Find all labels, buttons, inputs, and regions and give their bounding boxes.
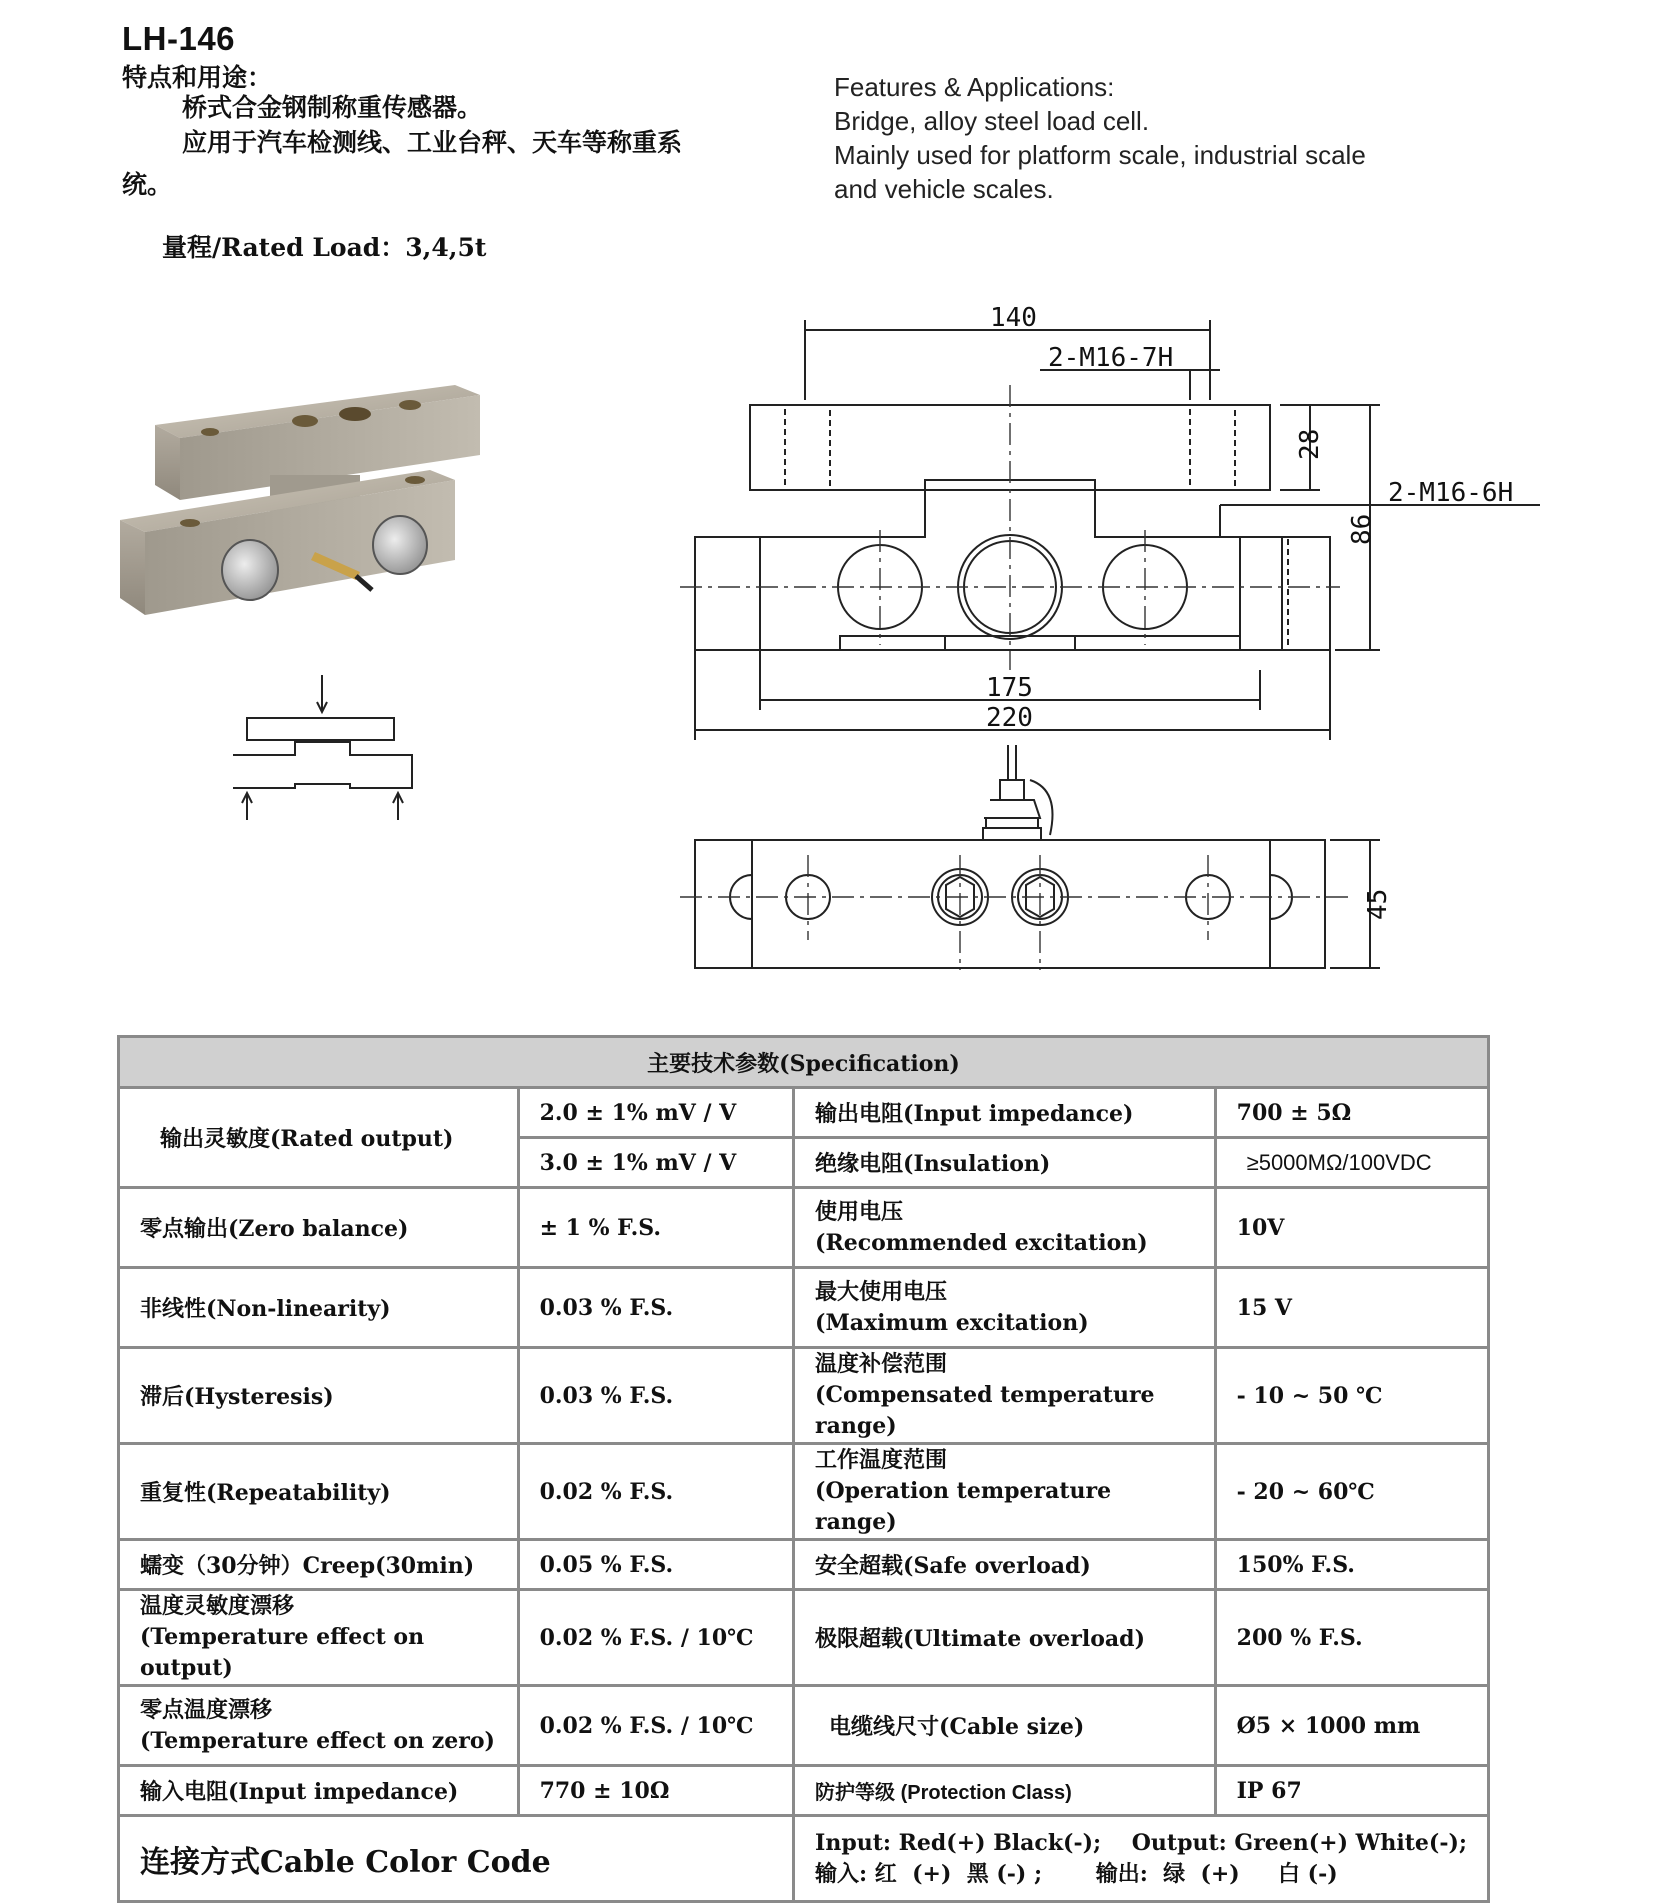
spec-label-line-1: 温度灵敏度漂移 — [140, 1593, 295, 1619]
spec-value: 0.05 % F.S. — [518, 1540, 793, 1590]
dim-45-label: 45 — [1363, 888, 1393, 920]
technical-drawing-front — [680, 290, 1540, 750]
spec-label-right — [794, 1188, 1216, 1268]
spec-value-right: IP 67 — [1215, 1766, 1488, 1816]
spec-label-line-1: 重复性(Repeatability) — [140, 1480, 391, 1506]
table-row — [119, 1540, 1489, 1590]
features-en-line-2: Mainly used for platform scale, industrial scale — [834, 140, 1366, 170]
spec-label-right-line-2: (Operation temperature range) — [815, 1478, 1112, 1535]
rated-output-value-1: 2.0 ± 1% mV / V — [518, 1088, 793, 1138]
spec-table — [117, 1035, 1490, 1903]
cable-color-row — [119, 1816, 1489, 1902]
dim-175-label: 175 — [986, 673, 1033, 703]
input-impedance-label: 输出电阻(Input impedance) — [794, 1088, 1216, 1138]
spec-value: 0.02 % F.S. — [518, 1444, 793, 1540]
spec-label-right-line-1: 极限超载(Ultimate overload) — [815, 1626, 1145, 1652]
features-en-block — [834, 70, 1366, 206]
spec-label-right-line-2: (Recommended excitation) — [815, 1229, 1148, 1256]
spec-label-right-line-1: 最大使用电压 — [815, 1278, 948, 1305]
spec-value: ± 1 % F.S. — [518, 1188, 793, 1268]
spec-label — [119, 1188, 519, 1268]
dim-140-label: 140 — [990, 303, 1037, 333]
table-row — [119, 1188, 1489, 1268]
spec-label-right — [794, 1268, 1216, 1348]
features-heading-cn: 特点和用途： — [122, 63, 273, 92]
table-row — [119, 1268, 1489, 1348]
spec-title-row — [119, 1037, 1489, 1088]
features-cn-line-3: 统。 — [122, 170, 173, 199]
table-row — [119, 1686, 1489, 1766]
table-row — [119, 1088, 1489, 1138]
spec-label-line-1: 蠕变（30分钟）Creep(30min) — [140, 1553, 475, 1579]
table-row — [119, 1590, 1489, 1686]
spec-value-right: 200 % F.S. — [1215, 1590, 1488, 1686]
spec-label-line-1: 非线性(Non-linearity) — [140, 1296, 391, 1322]
table-row — [119, 1766, 1489, 1816]
table-row — [119, 1348, 1489, 1444]
features-cn-line-2: 应用于汽车检测线、工业台秤、天车等称重系 — [182, 128, 683, 157]
spec-value-right: 150% F.S. — [1215, 1540, 1488, 1590]
dim-220-label: 220 — [986, 703, 1033, 733]
spec-label — [119, 1268, 519, 1348]
rated-load: 量程/Rated Load：3,4,5t — [162, 233, 487, 262]
spec-label-line-2: (Temperature effect on zero) — [140, 1727, 495, 1754]
spec-value: 0.03 % F.S. — [518, 1348, 793, 1444]
spec-label — [119, 1686, 519, 1766]
features-en-heading: Features & Applications: — [834, 72, 1115, 102]
spec-label-right — [794, 1766, 1216, 1816]
cable-color-cn: 输入: 红 (+) 黑 (-) ; 输出: 绿 (+) 白 (-) — [815, 1860, 1338, 1887]
rated-output-label: 输出灵敏度(Rated output) — [119, 1088, 519, 1188]
spec-label-right-line-1: 防护等级 (Protection Class) — [815, 1782, 1072, 1804]
spec-label-line-1: 零点输出(Zero balance) — [140, 1216, 409, 1242]
spec-label — [119, 1444, 519, 1540]
spec-label — [119, 1540, 519, 1590]
product-photo — [110, 380, 550, 640]
spec-value: 0.03 % F.S. — [518, 1268, 793, 1348]
spec-label-right-line-1: 安全超载(Safe overload) — [815, 1553, 1091, 1579]
spec-label-right-line-2: (Maximum excitation) — [815, 1309, 1089, 1336]
cable-color-en: Input: Red(+) Black(-); Output: Green(+) White(-); — [815, 1829, 1467, 1856]
spec-value: 0.02 % F.S. / 10℃ — [518, 1686, 793, 1766]
spec-label-right-line-1: 工作温度范围 — [815, 1447, 948, 1473]
spec-label-right — [794, 1540, 1216, 1590]
dim-thread-top-label: 2-M16-7H — [1048, 343, 1174, 373]
features-en-line-1: Bridge, alloy steel load cell. — [834, 106, 1150, 136]
technical-drawing-bottom — [680, 740, 1400, 980]
spec-label-right — [794, 1444, 1216, 1540]
spec-label-right-line-2: (Compensated temperature range) — [815, 1382, 1155, 1439]
spec-label-line-1: 零点温度漂移 — [140, 1696, 273, 1723]
cable-color-values — [794, 1816, 1489, 1902]
spec-label — [119, 1348, 519, 1444]
table-row — [119, 1444, 1489, 1540]
spec-label-right — [794, 1686, 1216, 1766]
spec-label-line-2: (Temperature effect on output) — [140, 1624, 425, 1681]
spec-value-right: 15 V — [1215, 1268, 1488, 1348]
features-en-line-3: and vehicle scales. — [834, 174, 1054, 204]
spec-title: 主要技术参数(Specification) — [119, 1037, 1489, 1088]
spec-label — [119, 1590, 519, 1686]
dim-28-label: 28 — [1295, 428, 1325, 460]
spec-label-line-1: 输入电阻(Input impedance) — [140, 1779, 459, 1805]
spec-label-right — [794, 1348, 1216, 1444]
spec-value: 0.02 % F.S. / 10℃ — [518, 1590, 793, 1686]
spec-value-right: Ø5 × 1000 mm — [1215, 1686, 1488, 1766]
force-diagram — [225, 670, 425, 820]
spec-value-right: 10V — [1215, 1188, 1488, 1268]
rated-output-value-2: 3.0 ± 1% mV / V — [518, 1138, 793, 1188]
spec-value-right: - 10 ~ 50 ℃ — [1215, 1348, 1488, 1444]
insulation-label: 绝缘电阻(Insulation) — [794, 1138, 1216, 1188]
dim-thread-side-label: 2-M16-6H — [1388, 478, 1514, 508]
spec-label-line-1: 滞后(Hysteresis) — [140, 1384, 334, 1410]
insulation-value: ≥5000MΩ/100VDC — [1215, 1138, 1488, 1188]
cable-color-label: 连接方式Cable Color Code — [119, 1816, 794, 1902]
spec-label — [119, 1766, 519, 1816]
input-impedance-value: 700 ± 5Ω — [1215, 1088, 1488, 1138]
features-cn-line-1: 桥式合金钢制称重传感器。 — [182, 93, 483, 122]
dim-86-label: 86 — [1347, 513, 1377, 545]
spec-label-right-line-1: 温度补偿范围 — [815, 1351, 948, 1377]
spec-label-right-line-1: 使用电压 — [815, 1198, 904, 1225]
spec-label-right — [794, 1590, 1216, 1686]
spec-value-right: - 20 ~ 60℃ — [1215, 1444, 1488, 1540]
spec-value: 770 ± 10Ω — [518, 1766, 793, 1816]
model-title: LH-146 — [122, 20, 236, 57]
spec-label-right-line-1: 电缆线尺寸(Cable size) — [829, 1714, 1085, 1740]
